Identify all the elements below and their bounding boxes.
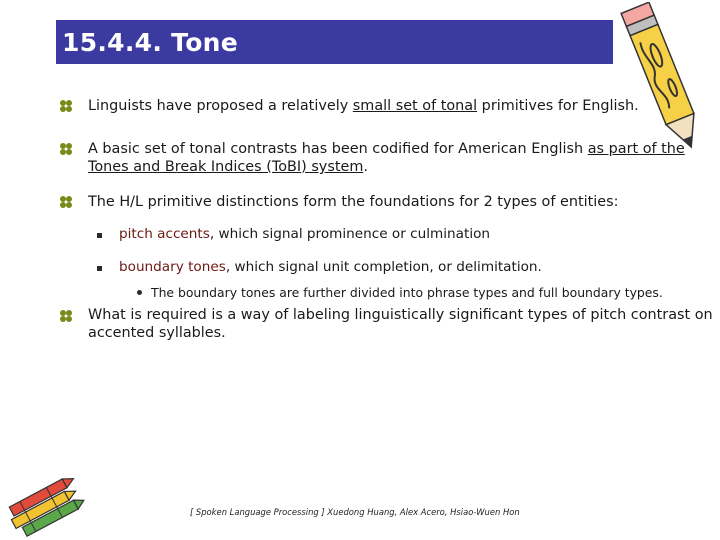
diamond-bullet-icon <box>59 195 73 209</box>
sub-bullet-1-term: pitch accents <box>119 226 210 242</box>
bullet-2-tobi-b: BI <box>287 159 302 175</box>
bullet-2-line-1 <box>88 140 685 159</box>
sub-sub-bullet-1: The boundary tones are further divided into phrase types and full boundary types. <box>151 285 663 300</box>
bullet-2-text: A basic set of tonal contrasts has been codified for American English <box>88 141 588 157</box>
bullet-1-text: Linguists have proposed a relatively <box>88 98 353 114</box>
square-bullet-icon <box>97 266 102 271</box>
bullet-2-underlined: as part of the <box>587 141 685 157</box>
bullet-4-line-2: accented syllables. <box>88 325 226 341</box>
pencil-illustration-icon <box>615 2 715 162</box>
bullet-1 <box>88 97 639 116</box>
bullet-2-tobi-c: ) system <box>301 159 364 175</box>
sub-bullet-1-text: , which signal prominence or culmination <box>209 226 491 242</box>
sub-bullet-2-text: , which signal unit completion, or delimitation. <box>225 259 542 275</box>
diamond-bullet-icon <box>59 309 73 323</box>
footer-citation: [ Spoken Language Processing ] Xuedong Huang, Alex Acero, Hsiao-Wuen Hon <box>190 507 520 517</box>
square-bullet-icon <box>97 233 102 238</box>
slide-title: 15.4.4. Tone <box>62 28 239 57</box>
bullet-2-tobi-a: Tones and Break Indices (To <box>88 159 287 175</box>
crayons-illustration-icon <box>6 478 86 538</box>
bullet-4-line-1: What is required is a way of labeling linguistically significant types of pitch contrast on <box>88 307 713 323</box>
sub-bullet-1 <box>119 225 490 244</box>
bullet-3: The H/L primitive distinctions form the foundations for 2 types of entities: <box>88 194 619 210</box>
sub-bullet-2 <box>119 258 542 277</box>
bullet-2-line-2 <box>88 158 368 177</box>
dot-bullet-icon <box>137 290 142 295</box>
bullet-1-tail: primitives for English. <box>477 98 639 114</box>
bullet-1-underlined: small set of tonal <box>352 98 478 114</box>
diamond-bullet-icon <box>59 99 73 113</box>
diamond-bullet-icon <box>59 142 73 156</box>
sub-bullet-2-term: boundary tones <box>119 259 226 275</box>
bullet-2-period: . <box>363 159 368 175</box>
